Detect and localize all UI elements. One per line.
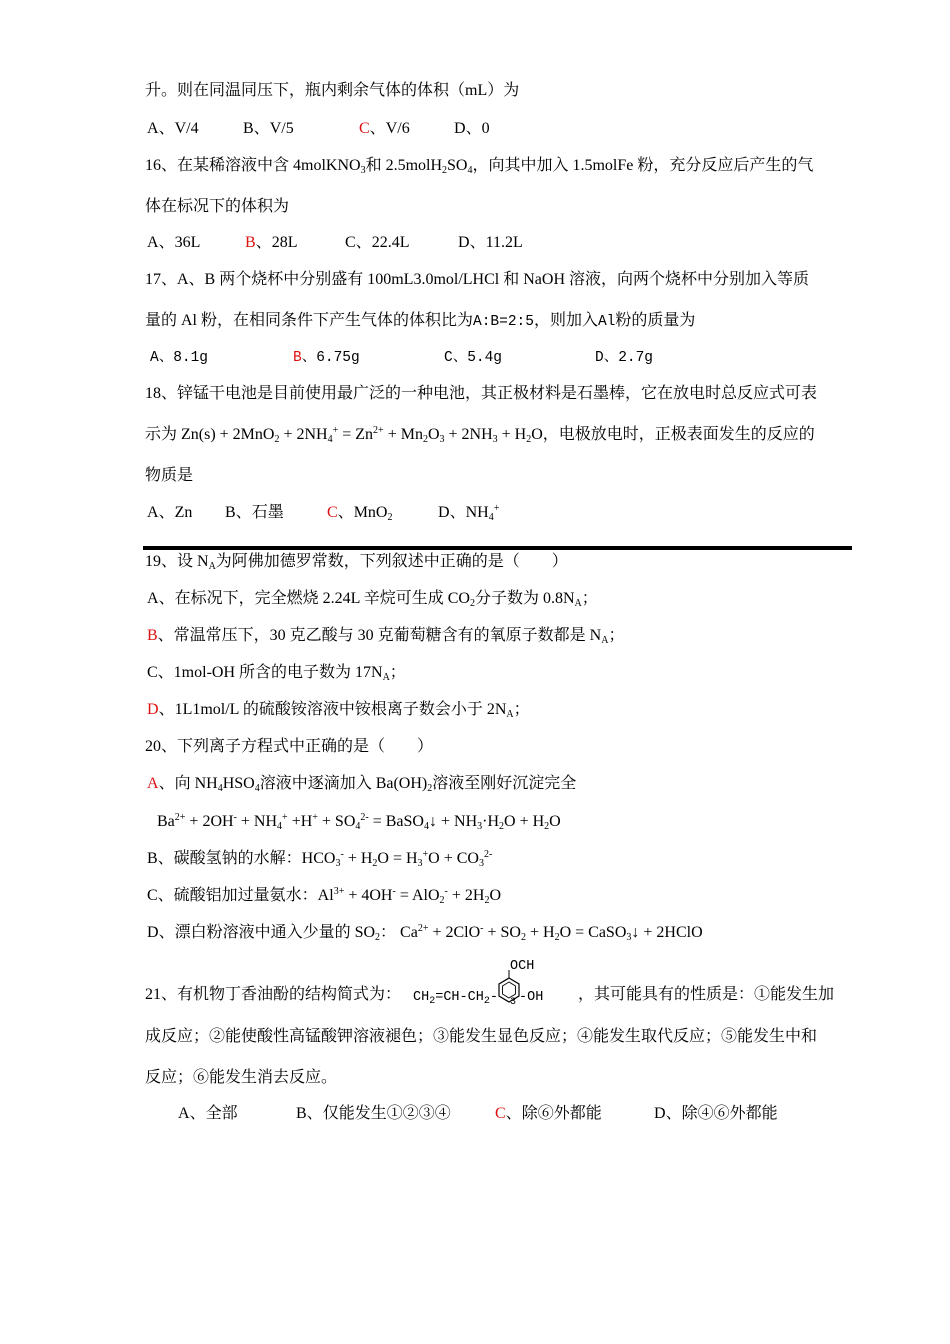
q20-option-d: D、漂白粉溶液中通入少量的 $SO_2$： $Ca^{2+} + 2ClO^- + SO_2 + H_2O$ = CaSO$_3$↓ + 2HClO bbox=[147, 923, 703, 943]
q21-stem-line1: 21、有机物丁香油酚的结构简式为： bbox=[145, 986, 402, 1003]
q18-option-b: B、石墨 bbox=[225, 504, 284, 521]
q15-option-a: A、V/4 bbox=[147, 120, 199, 137]
q21-structural-formula: $CH_2=CH-CH_2-$ bbox=[413, 990, 498, 1007]
q21-stem-line3: 反应；⑥能发生消去反应。 bbox=[145, 1069, 338, 1086]
q16-stem-line2: 体在标况下的体积为 bbox=[145, 198, 290, 215]
q19-option-c: C、1mol-OH 所含的电子数为 $17N_A$； bbox=[147, 664, 406, 683]
q21-option-a: A、全部 bbox=[178, 1105, 238, 1122]
q16-option-a: A、36L bbox=[147, 234, 201, 251]
q20-option-a-equation: $Ba^{2+} + 2OH^- + NH_4^+ +H^+ + SO_4^{2-}$ = BaSO$_4$↓ + $NH_3\cdot H_2O + H_2O$ bbox=[157, 812, 561, 832]
q18-stem-line1: 18、锌锰干电池是目前使用最广泛的一种电池，其正极材料是石墨棒，它在放电时总反应式可表 bbox=[145, 385, 818, 402]
q17-option-a: A、8.1g bbox=[150, 350, 209, 366]
q19-option-b: B、常温常压下，30 克乙酸与 30 克葡萄糖含有的氧原子数都是 $N_A$； bbox=[147, 627, 625, 646]
q16-stem-line1: 16、在某稀溶液中含 4molKNO$_3$和 $2.5molH_2SO_4$，向其中加入 1.5molFe 粉，充分反应后产生的气 bbox=[145, 157, 814, 176]
q15-option-b: B、V/5 bbox=[243, 120, 294, 137]
q16-option-d: D、11.2L bbox=[458, 234, 523, 251]
q21-stem-line1-tail: ，其可能具有的性质是：①能发生加 bbox=[578, 986, 835, 1003]
q15-option-c: C、V/6 bbox=[359, 120, 410, 137]
q17-option-d: D、2.7g bbox=[595, 350, 654, 366]
q15-stem-tail: 升。则在同温同压下，瓶内剩余气体的体积（mL）为 bbox=[145, 82, 520, 99]
q21-option-d: D、除④⑥外都能 bbox=[654, 1105, 778, 1122]
q17-stem-line1: 17、A、B 两个烧杯中分别盛有 100mL3.0mol/LHCl 和 NaOH 溶液，向两个烧杯中分别加入等质 bbox=[145, 271, 809, 288]
q16-option-b: B、28L bbox=[245, 234, 298, 251]
q20-option-b: B、碳酸氢钠的水解：$HCO_3^- + H_2O = H_3^+O + CO_3^{2-}$ bbox=[147, 849, 493, 869]
q21-option-c: C、除⑥外都能 bbox=[495, 1105, 602, 1122]
q21-formula-hydroxyl: -OH bbox=[519, 990, 544, 1005]
q18-option-c: C、MnO$_2$ bbox=[327, 504, 393, 523]
q16-option-c: C、22.4L bbox=[345, 234, 410, 251]
section-divider bbox=[143, 546, 852, 550]
q18-option-d: D、$NH_4^+$ bbox=[438, 503, 500, 523]
q20-option-c: C、硫酸铝加过量氨水：$Al^{3+} + 4OH^- = AlO_2^- + 2H_2O$ bbox=[147, 886, 501, 906]
q17-option-c: C、5.4g bbox=[444, 350, 503, 366]
q19-option-d: D、1L1mol/L 的硫酸铵溶液中铵根离子数会小于 $2N_A$； bbox=[147, 701, 530, 720]
q21-stem-line2: 成反应；②能使酸性高锰酸钾溶液褪色；③能发生显色反应；④能发生取代反应；⑤能发生中和 bbox=[145, 1028, 818, 1045]
q17-stem-line2: 量的 Al 粉，在相同条件下产生气体的体积比为A:B=2:5，则加入Al粉的质量为 bbox=[145, 312, 696, 330]
q21-formula-methoxy-sub: 3 bbox=[510, 997, 517, 1008]
q21-formula-methoxy: OCH bbox=[510, 959, 535, 974]
q15-option-d: D、0 bbox=[454, 120, 490, 137]
q18-stem-line3: 物质是 bbox=[145, 467, 194, 484]
q18-option-a: A、Zn bbox=[147, 504, 193, 521]
q19-option-a: A、在标况下，完全燃烧 2.24L 辛烷可生成 $CO_2$分子数为 $0.8N_A$； bbox=[147, 590, 598, 609]
q20-option-a: A、向 $NH_4HSO_4$溶液中逐滴加入 $Ba(OH)_2$溶液至刚好沉淀完全 bbox=[147, 775, 577, 794]
q17-option-b: B、6.75g bbox=[293, 350, 360, 366]
q19-stem: 19、设 $N_A$为阿佛加德罗常数，下列叙述中正确的是（ ） bbox=[145, 553, 568, 572]
q21-option-b: B、仅能发生①②③④ bbox=[296, 1105, 451, 1122]
q20-stem: 20、下列离子方程式中正确的是（ ） bbox=[145, 738, 434, 755]
q18-equation-line: 示为 $Zn(s) + 2MnO_2 + 2NH_4^+ = Zn^{2+} + Mn_2O_3 + 2NH_3 + H_2O$，电极放电时，正极表面发生的反应的 bbox=[145, 425, 815, 445]
